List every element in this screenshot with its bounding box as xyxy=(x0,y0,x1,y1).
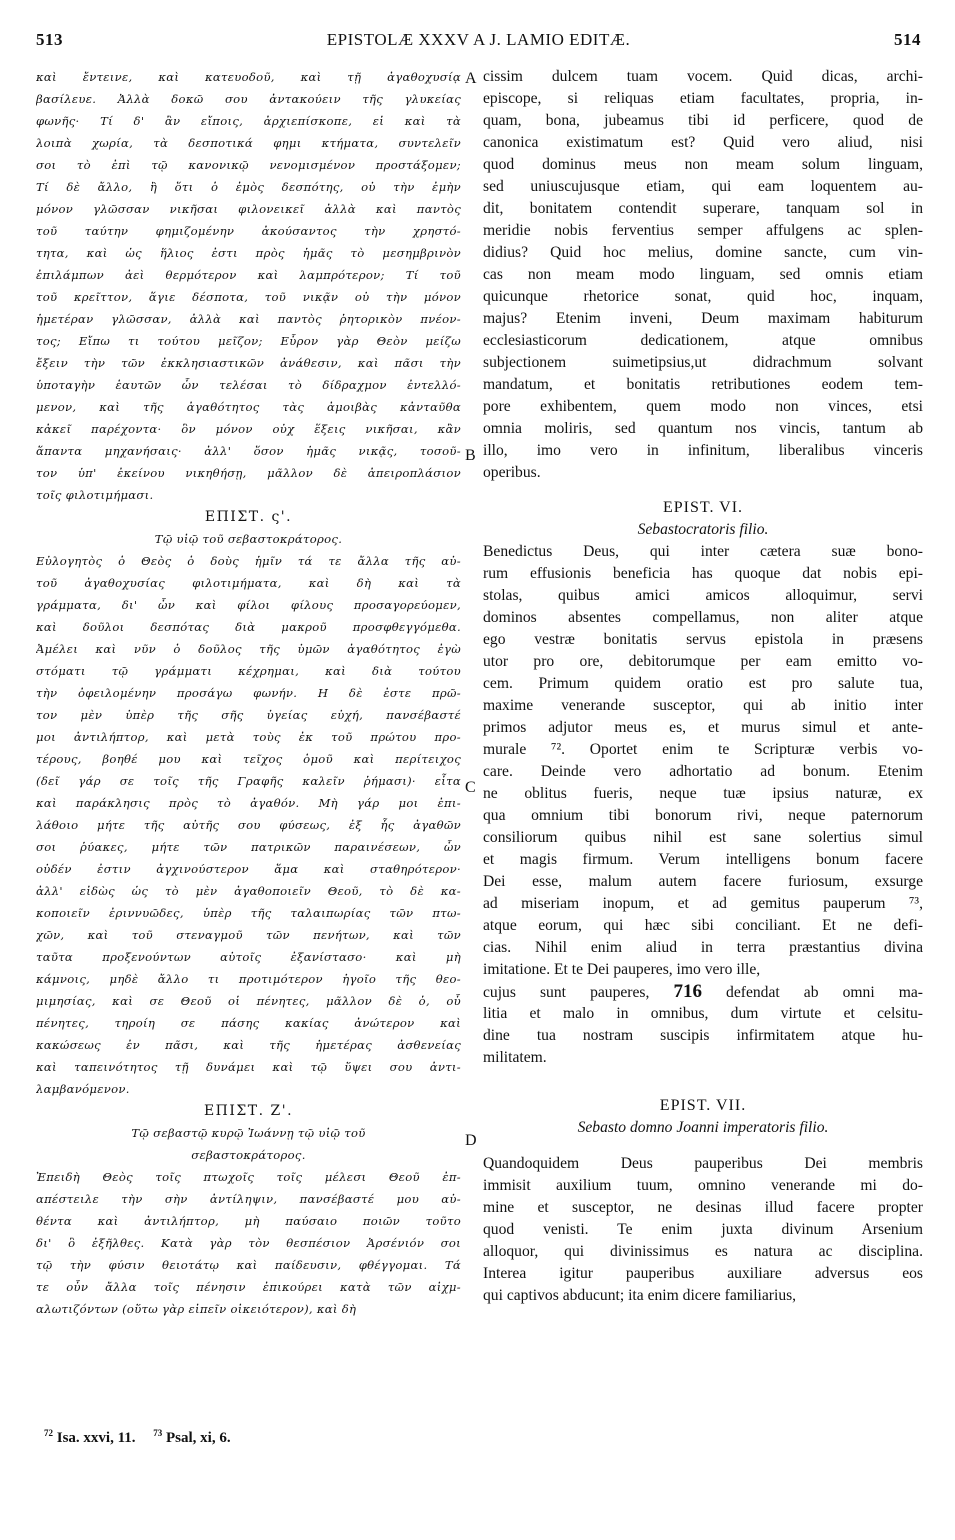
greek-text-line: μόνον γλῶσσαν νικῆσαι φιλονεικεῖ ἀλλὰ καὶ παντὸς xyxy=(36,202,461,216)
latin-text-fragment: cujus sunt pauperes, xyxy=(483,984,650,1001)
margin-marker-c: C xyxy=(465,779,476,796)
greek-text-line: δι' ὃ ἐξῆλθες. Κατὰ γὰρ τὸν θεσπέσιον Ἀρσένιόν σοι xyxy=(36,1236,461,1250)
latin-text-line: primos adjutor meus es, et murus simul et ante- xyxy=(483,719,923,736)
footnote-72: $^{72}$ Isa. xxvi, 11. xyxy=(44,1428,136,1446)
latin-text-line: didius? Quid hoc melius, domine sancte, cum vin- xyxy=(483,244,923,261)
latin-text-line: canonica existimatum est? Quid vero aliud, nisi xyxy=(483,134,923,151)
latin-text-line: ad miseriam inopum, et ad gemitus pauperum ⁷³, xyxy=(483,895,923,912)
latin-text-line: mandatum, et bonitatis retributiones eodem tem- xyxy=(483,376,923,393)
latin-text-line: quod venisti. Te enim juxta divinum Arsenium xyxy=(483,1221,923,1238)
greek-text-line: ταῦτα προξενούντων αὐτοῖς ἐξανίστασο· καὶ μὴ xyxy=(36,950,461,964)
greek-text-line: κάμνοις, μηδὲ ἄλλο τι προτιμότερον ἡγοῖο τῆς θεο- xyxy=(36,972,461,986)
latin-text-line: et magis firmum. Verum intelligens bonum facere xyxy=(483,851,923,868)
running-header xyxy=(36,30,921,56)
latin-text-line: maxime venerande susceptor, qui ab initio inter xyxy=(483,697,923,714)
latin-text-line: utor pro ore, debitorumque per eam emitto vo- xyxy=(483,653,923,670)
latin-text-line: militatem. xyxy=(483,1049,547,1066)
column-number-716: 716 xyxy=(673,981,702,1002)
greek-text-line: ἅπαντα μηχανήσαις· ἀλλ' ὅσον ἡμᾶς νικᾷς, τοσοῦ- xyxy=(36,444,461,458)
latin-text-line: subjectionem suimetipsius,ut didrachmum solvant xyxy=(483,354,923,371)
latin-text-line: alloquor, qui divinissimus es natura ac disciplina. xyxy=(483,1243,923,1260)
latin-text-line: cem. Primum quidem oratio est pro salute tua, xyxy=(483,675,923,692)
greek-text-line: ἡμετέραν γλῶσσαν, ἀλλὰ καὶ παντὸς ῥητορικὸν πνέον- xyxy=(36,312,461,326)
latin-text-line: illo, imo vero in infinitum, liberalibus vinceris xyxy=(483,442,923,459)
greek-text-line: κἀκεῖ παρέχοντα· ὃν μόνον οὐχ ἕξεις νικῆσαι, κἂν xyxy=(36,422,461,436)
greek-text-line: θέντα καὶ ἀντιλήπτορ, μὴ παύσαιο ποιῶν τοῦτο xyxy=(36,1214,461,1228)
greek-column xyxy=(36,66,461,1320)
greek-text-line: τὴν ὀφειλομένην προσάγω φωνήν. Η δὲ ἐστε πρῶ- xyxy=(36,686,461,700)
latin-text-line: Quandoquidem Deus pauperibus Dei membris xyxy=(483,1155,923,1172)
latin-text-line: meridie nobis ferventius semper affulgens ac splen- xyxy=(483,222,923,239)
greek-text-line: τῷ τὴν φύσιν θειοτάτῳ καὶ παίδευσιν, φθέγγομαι. Τά xyxy=(36,1258,461,1272)
latin-text-line: operibus. xyxy=(483,464,541,481)
greek-text-line: σοι ῥύακες, μήτε τῶν πατρικῶν παραινέσεων, ὧν xyxy=(36,840,461,854)
greek-text-line: τον ὑπ' ἐκείνου νικηθήσῃ, μᾶλλον δὲ ἀπειροπλάσιον xyxy=(36,466,461,480)
greek-text-line: τον μὲν ὑπὲρ τῆς σῆς ὑγείας εὐχή, πανσέβαστέ xyxy=(36,708,461,722)
greek-text-line: ὑποταγὴν ἑαυτῶν ὧν τελέσαι τὸ δίδραχμον ἐντελλό- xyxy=(36,378,461,392)
greek-text-line: καὶ ἔντεινε, καὶ κατευοδοῦ, καὶ τῇ ἀγαθοχυσίᾳ xyxy=(36,70,461,84)
greek-text-line: απέστειλε τὴν σὴν ἀντίληψιν, πανσέβαστέ μου αὐ- xyxy=(36,1192,461,1206)
greek-text-line: τος; Εἴπω τι τούτου μεῖζον; Εὗρον γὰρ Θεὸν μείζω xyxy=(36,334,461,348)
greek-text-line: ἔξειν τὴν τῶν ἐκκλησιαστικῶν ἀνάθεσιν, καὶ πᾶσι τὴν xyxy=(36,356,461,370)
greek-text-line: μοι ἀντιλήπτορ, καὶ μετὰ τοὺς ἐκ τοῦ πρώτου προ- xyxy=(36,730,461,744)
latin-text-line: stolas, quibus amici amicos alloquimur, servi xyxy=(483,587,923,604)
page-number-right: 514 xyxy=(894,30,921,49)
greek-text-line: αλωτιζόντων (οὕτω γὰρ εἰπεῖν οἰκειότερον), καὶ δὴ xyxy=(36,1302,357,1316)
greek-text-line: Εὐλογητὸς ὁ Θεὸς ὁ δοὺς ἡμῖν τά τε ἄλλα τῆς αὐ- xyxy=(36,554,461,568)
latin-text-line: Benedictus Deus, qui inter cætera suæ bono- xyxy=(483,543,923,560)
greek-text-line: Τί δὲ ἄλλο, ἢ ὅτι ὁ ἐμὸς δεσπότης, οὐ τὴν ἐμὴν xyxy=(36,180,461,194)
latin-text-line: quod dominus meus non meam solum linguam, xyxy=(483,156,923,173)
greek-text-line: καὶ ταπεινότητος τῇ δυνάμει καὶ τῷ ὕψει σου ἀντι- xyxy=(36,1060,461,1074)
greek-text-line: κακώσεως ἐν πᾶσι, καὶ τῆς ἡμετέρας ἀσθενείας xyxy=(36,1038,461,1052)
greek-text-line: οὐδέν ἐστιν ἀγχινούστερον ἅμα καὶ σταθηρότερον· xyxy=(36,862,461,876)
epistle-7-heading-greek: ΕΠΙΣΤ. Ζ'. xyxy=(203,1103,294,1119)
latin-text-line: episcope, si reliquas etiam facultates, propria, in- xyxy=(483,90,923,107)
epistle-7-address-latin: Sebasto domno Joanni imperatoris filio. xyxy=(577,1119,829,1136)
latin-text-line: care. Deinde vero adhortatio ad bonum. Etenim xyxy=(483,763,923,780)
greek-text-line: πένητες, τηροίη σε πάσης κακίας ἀνώτερον καὶ xyxy=(36,1016,461,1030)
margin-marker-a: A xyxy=(465,70,477,87)
greek-text-line: τητα, καὶ ὡς ἥλιος ἐστι πρὸς ἡμᾶς τὸ μεσημβρινὸν xyxy=(36,246,461,260)
greek-text-line: τε οὖν ἄλλα τοῖς πένησιν ἐπικούρει κατὰ τῶν αἰχμ- xyxy=(36,1280,461,1294)
latin-text-line: cias. Nihil enim aliud in terra præstantius divina xyxy=(483,939,923,956)
greek-text-line: σοι τὸ ἐπὶ τῷ κανονικῷ νενομισμένον προστάξομεν; xyxy=(36,158,461,172)
greek-text-line: στόματι τῷ γράμματι κέχρημαι, καὶ διὰ τούτου xyxy=(36,664,461,678)
latin-text-line: consiliorum quibus nihil est sane solertius simul xyxy=(483,829,923,846)
epistle-7-heading-latin: EPIST. VII. xyxy=(659,1097,747,1114)
latin-text-line: imitatione. Et te Dei pauperes, imo vero ille, xyxy=(483,961,761,978)
latin-text-line: majus? Etenim inveni, Deum maximam habiturum xyxy=(483,310,923,327)
greek-text-line: λοιπὰ χωρία, τὰ δεσποτικά φημι κτήματα, συντελεῖν xyxy=(36,136,461,150)
latin-text-line: quam, bona, jubeamus tibi id perficere, quod de xyxy=(483,112,923,129)
greek-text-line: (δεῖ γάρ σε τοῖς τῆς Γραφῆς καλεῖν ῥήμασι)· εἶτα xyxy=(36,774,461,788)
latin-text-line: mine et susceptor, ne desinas illud facere propter xyxy=(483,1199,923,1216)
epistle-6-address-latin: Sebastocratoris filio. xyxy=(637,521,769,538)
greek-text-line: καὶ παράκλησις πρὸς τὸ ἀγαθόν. Μὴ γάρ μοι ἐπι- xyxy=(36,796,461,810)
epistle-6-heading-latin: EPIST. VI. xyxy=(662,499,744,516)
latin-text-line: ecclesiasticorum dedicationem, atque omnibus xyxy=(483,332,923,349)
latin-text-line: immisit auxilium tuum, omnino venerande mi do- xyxy=(483,1177,923,1194)
greek-text-line: μενον, καὶ τῆς ἀγαθότητος τὰς ἀμοιβὰς κἀνταῦθα xyxy=(36,400,461,414)
greek-text-line: καὶ δοῦλοι δεσπότας διὰ μακροῦ προσφθεγγόμεθα. xyxy=(36,620,461,634)
greek-text-line: γράμματα, δι' ὧν καὶ φίλοι φίλους προσαγορεύομεν, xyxy=(36,598,461,612)
footnotes xyxy=(44,1428,464,1447)
greek-text-line: φωνῆς· Τί δ' ἂν εἴποις, ἀρχιεπίσκοπε, εἰ καὶ τὰ xyxy=(36,114,461,128)
greek-text-line: κοποιεῖν ἐριννυῶδες, ὑπὲρ τῆς ταλαιπωρίας τῶν πτω- xyxy=(36,906,461,920)
latin-text-line: dominos absentes compellamus, non aliter atque xyxy=(483,609,923,626)
latin-text-line: cas non meam modo linguam, sed omnis etiam xyxy=(483,266,923,283)
greek-text-line: λαμβανόμενον. xyxy=(36,1082,130,1096)
latin-text-line: qui captivos abducunt; ita enim dicere familiarius, xyxy=(483,1287,797,1304)
margin-marker-b: B xyxy=(465,447,476,464)
latin-text-line: murale ⁷². Oportet enim te Scripturæ verbis vo- xyxy=(483,741,923,758)
latin-text-line xyxy=(483,981,923,1003)
epistle-7-address-greek: Τῷ σεβαστῷ κυρῷ Ἰωάννῃ τῷ υἱῷ τοῦ xyxy=(131,1126,366,1140)
footnote-73: $^{73}$ Psal, xi, 6. xyxy=(153,1428,231,1446)
latin-text-line: omnia moliris, sed quantum nos vincis, tantum ab xyxy=(483,420,923,437)
greek-text-line: Ἐπειδὴ Θεὸς τοῖς πτωχοῖς τοῖς μέλεσι Θεοῦ ἐπ- xyxy=(36,1170,461,1184)
latin-text-line: Dei esse, malum autem facere furiosum, exsurge xyxy=(483,873,923,890)
latin-column xyxy=(483,66,923,1307)
latin-text-line: cissim dulcem tuam vocem. Quid dicas, archi- xyxy=(483,68,923,85)
greek-text-line: τοῦ κρεῖττον, ἅγιε δέσποτα, τοῦ νικᾷν οὐ τὴν μόνον xyxy=(36,290,461,304)
latin-text-line: Interea igitur pauperibus auxiliare adversus eos xyxy=(483,1265,923,1282)
margin-marker-d: D xyxy=(465,1132,477,1149)
greek-text-line: χῶν, καὶ τοῦ στεναγμοῦ τῶν πενήτων, καὶ τῶν xyxy=(36,928,461,942)
greek-text-line: τοῦ ἀγαθοχυσίας φιλοτιμήματα, καὶ δὴ καὶ τὰ xyxy=(36,576,461,590)
greek-text-line: Ἀμέλει καὶ νῦν ὁ δοῦλος τῆς ὑμῶν ἀγαθότητος ἐγὼ xyxy=(36,642,461,656)
greek-text-line: μιμησίας, καὶ σε Θεοῦ οἱ πένητες, μᾶλλον δὲ ὁ, οὗ xyxy=(36,994,461,1008)
epistle-6-address-greek: Τῷ υἱῷ τοῦ σεβαστοκράτορος. xyxy=(154,532,343,546)
latin-text-line: atque eorum, qui hæc sibi conciliant. Et ne defi- xyxy=(483,917,923,934)
latin-text-line: litia et malo in omnibus, dum virtute et celsitu- xyxy=(483,1005,923,1022)
latin-text-line: pore exhibentem, quem modo non vinces, etsi xyxy=(483,398,923,415)
greek-text-line: λάθοιο μήτε τῆς αὐτῆς σου φύσεως, ἐξ ἧς ἀγαθῶν xyxy=(36,818,461,832)
greek-text-line: τοῖς φιλοτιμήμασι. xyxy=(36,488,154,502)
greek-text-line: βασίλευε. Ἀλλὰ δοκῶ σου ἀντακούειν τῆς γλυκείας xyxy=(36,92,461,106)
latin-text-line: dine tua nostram suscipis infirmitatem atque hu- xyxy=(483,1027,923,1044)
greek-text-line: τοῦ ταύτην φημιζομένην ἀκούσαντος τὴν χρηστό- xyxy=(36,224,461,238)
greek-text-line: ἀλλ' εἰδὼς ὡς τὸ μὲν ἀγαθοποιεῖν Θεοῦ, τὸ δὲ κα- xyxy=(36,884,461,898)
greek-text-line: ἐπιλάμπων ἀεὶ θερμότερον καὶ λαμπρότερον; Τί τοῦ xyxy=(36,268,461,282)
latin-text-line: quicunque rhetorice sonat, quid hoc, inquam, xyxy=(483,288,923,305)
epistle-6-heading-greek: ΕΠΙΣΤ. ς'. xyxy=(204,509,293,525)
latin-text-line: ne oblitus fueris, neque tuæ ipsius naturæ, ex xyxy=(483,785,923,802)
page-number-left: 513 xyxy=(36,30,63,49)
latin-text-line: qua omnium tibi bonorum rivi, neque paternorum xyxy=(483,807,923,824)
latin-text-line: sed uniuscujusque etiam, qui eam loquentem au- xyxy=(483,178,923,195)
latin-text-fragment: defendat ab omni ma- xyxy=(726,984,923,1001)
latin-text-line: dit, bonitatem contendit superare, tanquam sol in xyxy=(483,200,923,217)
running-title: EPISTOLÆ XXXV A J. LAMIO EDITÆ. xyxy=(326,30,631,49)
epistle-7-address-greek-cont: σεβαστοκράτορος. xyxy=(191,1148,306,1162)
latin-text-line: rum effusionis beneficia has quoque dat nobis epi- xyxy=(483,565,923,582)
greek-text-line: τέρους, βοηθέ μου καὶ τεῖχος ὁμοῦ καὶ περίτειχος xyxy=(36,752,461,766)
latin-text-line: ego vestræ bonitatis servus epistola in præsens xyxy=(483,631,923,648)
